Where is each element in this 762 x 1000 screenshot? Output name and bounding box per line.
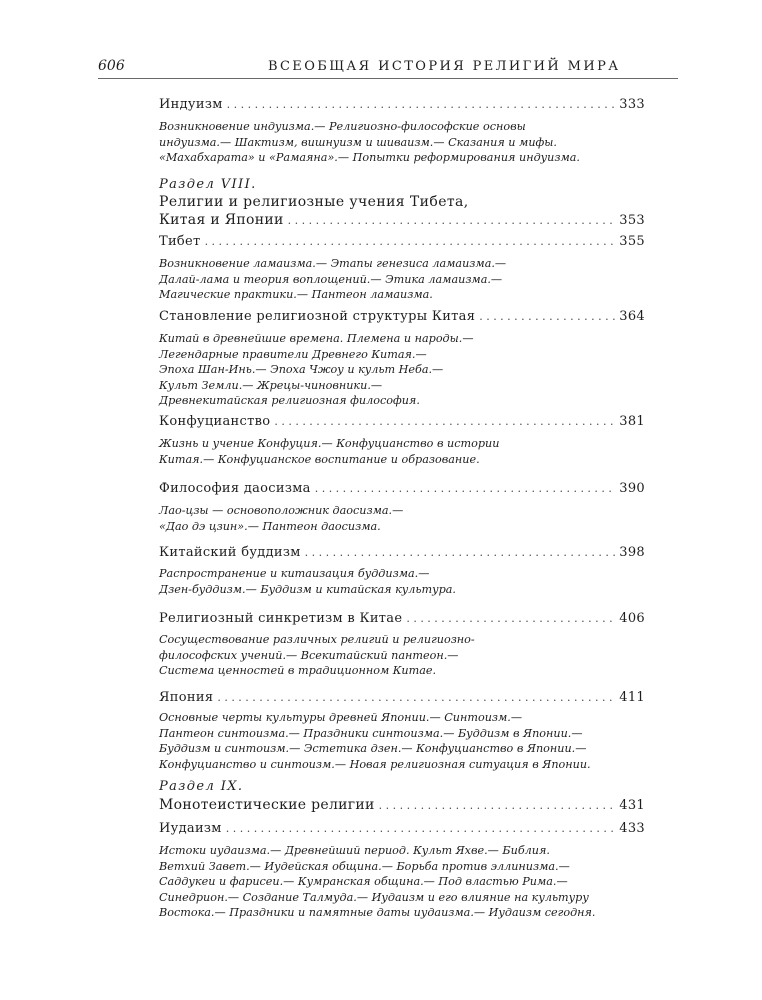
summary-line: Лао-цзы — основоположник даосизма.— <box>159 504 404 517</box>
summary-line: Распространение и китаизация буддизма.— <box>159 567 430 580</box>
dot-leader <box>217 691 615 704</box>
summary-line: Дзен-буддизм.— Буддизм и китайская культура. <box>159 582 456 596</box>
summary-line: Далай-лама и теория воплощений.— Этика ламаизма.— <box>159 272 503 286</box>
entry-summary-china-structure <box>159 331 645 409</box>
dot-leader <box>288 214 616 227</box>
toc-entry-china-structure <box>159 309 645 327</box>
dot-leader <box>226 822 616 835</box>
summary-line: Эпоха Шан-Инь.— Эпоха Чжоу и культ Неба.— <box>159 363 444 377</box>
running-title: ВСЕОБЩАЯ ИСТОРИЯ РЕЛИГИЙ МИРА <box>268 59 621 74</box>
entry-page: 411 <box>619 690 645 705</box>
dot-leader <box>406 612 615 625</box>
section-title-line2: Китая и Японии <box>159 212 284 228</box>
entry-summary-syncretism <box>159 632 645 679</box>
dot-leader <box>205 235 616 248</box>
dot-leader <box>305 546 616 559</box>
summary-line: Синедрион.— Создание Талмуда.— Иудаизм и его влияние на культуру <box>159 890 589 904</box>
entry-page: 431 <box>619 798 645 813</box>
toc-entry-hinduism <box>159 97 645 115</box>
summary-line: Ветхий Завет.— Иудейская община.— Борьба против эллинизма.— <box>159 859 570 873</box>
summary-line: Легендарные правители Древнего Китая.— <box>159 347 427 361</box>
dot-leader <box>479 310 615 323</box>
summary-line: Жизнь и учение Конфуция.— Конфуцианство в истории <box>159 437 500 450</box>
summary-line: Китай в древнейшие времена. Племена и народы.— <box>159 332 474 345</box>
entry-title: Религиозный синкретизм в Китае <box>159 611 403 626</box>
summary-line: Буддизм и синтоизм.— Эстетика дзен.— Конфуцианство в Японии.— <box>159 742 587 756</box>
toc-entry-confucianism <box>159 414 645 432</box>
entry-page: 433 <box>619 821 645 836</box>
section-title: Монотеистические религии <box>159 797 375 813</box>
entry-summary-tibet <box>159 256 645 303</box>
summary-line: Возникновение индуизма.— Религиозно-философские основы <box>159 120 526 133</box>
summary-line: Возникновение ламаизма.— Этапы генезиса ламаизма.— <box>159 257 507 270</box>
summary-line: Система ценностей в традиционном Китае. <box>159 664 437 678</box>
entry-title: Становление религиозной структуры Китая <box>159 309 476 324</box>
summary-line: Китая.— Конфуцианское воспитание и образование. <box>159 452 480 466</box>
toc-entry-buddhism <box>159 545 645 563</box>
section-label: Раздел VIII. <box>159 177 257 192</box>
toc-entry-section8 <box>159 212 645 230</box>
entry-title: Индуизм <box>159 97 223 112</box>
summary-line: Культ Земли.— Жрецы-чиновники.— <box>159 378 383 392</box>
header-rule <box>98 78 678 79</box>
summary-line: индуизма.— Шактизм, вишнуизм и шиваизм.— Сказания и мифы. <box>159 135 557 149</box>
dot-leader <box>315 482 616 495</box>
toc-entry-section9 <box>159 797 645 815</box>
dot-leader <box>379 799 616 812</box>
summary-line: Магические практики.— Пантеон ламаизма. <box>159 288 433 302</box>
entry-title: Китайский буддизм <box>159 545 301 560</box>
entry-title: Тибет <box>159 234 201 249</box>
summary-line: Основные черты культуры древней Японии.— Синтоизм.— <box>159 711 523 724</box>
entry-title: Философия даосизма <box>159 481 311 496</box>
entry-summary-buddhism <box>159 566 645 597</box>
summary-line: Востока.— Праздники и памятные даты иудаизма.— Иудаизм сегодня. <box>159 906 596 920</box>
entry-title: Конфуцианство <box>159 414 271 429</box>
entry-page: 353 <box>619 213 645 228</box>
summary-line: «Дао дэ цзин».— Пантеон даосизма. <box>159 519 381 533</box>
entry-page: 398 <box>619 545 645 560</box>
summary-line: Пантеон синтоизма.— Праздники синтоизма.— Буддизм в Японии.— <box>159 726 583 740</box>
entry-page: 390 <box>619 481 645 496</box>
toc-entry-taoism <box>159 481 645 499</box>
entry-summary-hinduism <box>159 119 645 166</box>
entry-summary-confucianism <box>159 436 645 467</box>
page-number: 606 <box>98 58 125 74</box>
entry-page: 333 <box>619 97 645 112</box>
summary-line: Саддукеи и фарисеи.— Кумранская община.— Под властью Рима.— <box>159 875 568 889</box>
summary-line: Сосуществование различных религий и религиозно- <box>159 633 475 646</box>
entry-summary-japan <box>159 710 645 772</box>
entry-title: Иудаизм <box>159 821 222 836</box>
summary-line: философских учений.— Всекитайский пантеон.— <box>159 648 459 662</box>
entry-page: 355 <box>619 234 645 249</box>
summary-line: Конфуцианство и синтоизм.— Новая религиозная ситуация в Японии. <box>159 757 591 771</box>
page-header <box>98 58 678 80</box>
summary-line: «Махабхарата» и «Рамаяна».— Попытки реформирования индуизма. <box>159 151 580 165</box>
toc-entry-judaism <box>159 821 645 839</box>
entry-page: 364 <box>619 309 645 324</box>
toc-entry-tibet <box>159 234 645 252</box>
entry-page: 406 <box>619 611 645 626</box>
dot-leader <box>227 98 616 111</box>
entry-title: Япония <box>159 690 214 705</box>
summary-line: Истоки иудаизма.— Древнейший период. Культ Яхве.— Библия. <box>159 844 550 857</box>
dot-leader <box>274 415 615 428</box>
entry-page: 381 <box>619 414 645 429</box>
section-title: Религии и религиозные учения Тибета, <box>159 194 469 210</box>
section-label: Раздел IX. <box>159 779 244 794</box>
summary-line: Древнекитайская религиозная философия. <box>159 394 420 408</box>
toc-entry-syncretism <box>159 611 645 629</box>
toc-entry-japan <box>159 690 645 708</box>
entry-summary-taoism <box>159 503 645 534</box>
entry-summary-judaism <box>159 843 645 921</box>
